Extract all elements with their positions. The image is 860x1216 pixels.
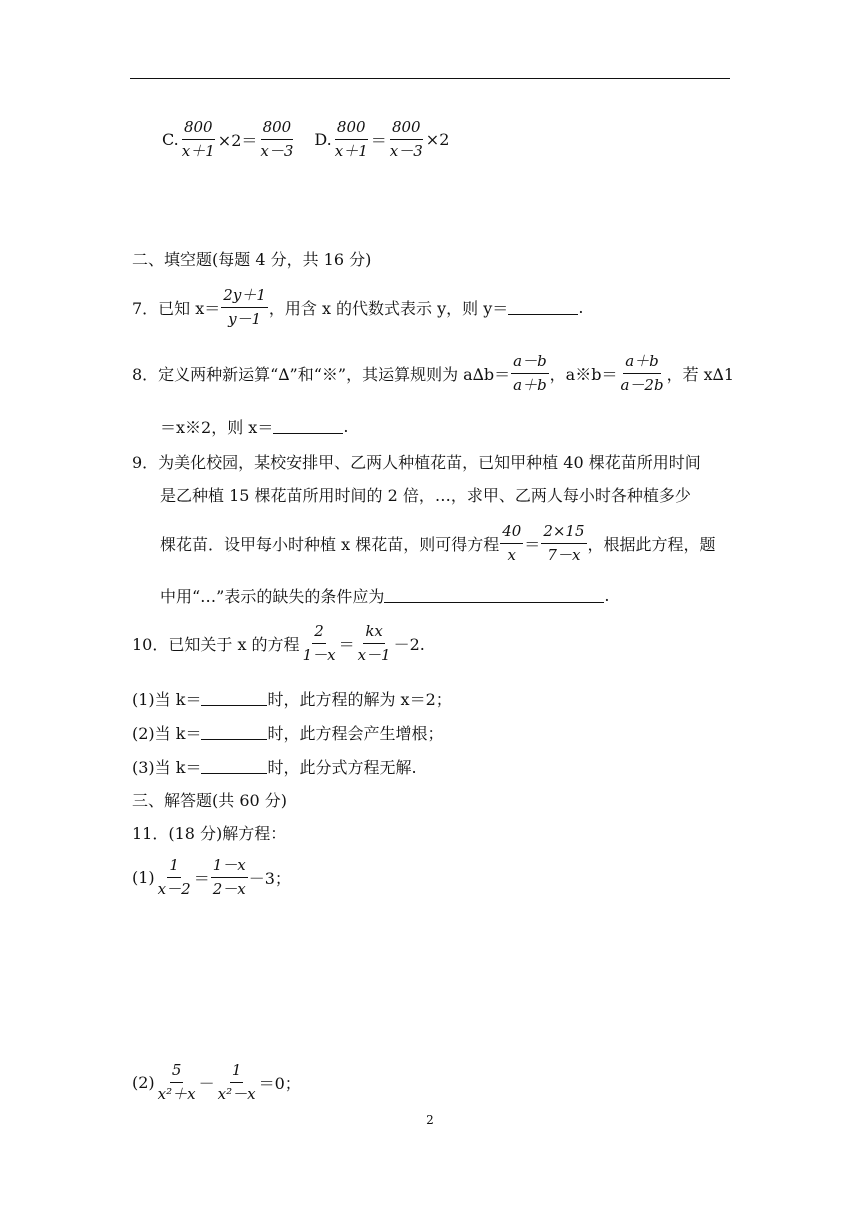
fraction xyxy=(211,856,248,899)
question-text: 时，此分式方程无解. xyxy=(267,758,417,777)
fraction xyxy=(301,622,338,665)
denominator: 1－x xyxy=(302,645,336,664)
denominator: y－1 xyxy=(228,309,262,328)
question-text: (2)当 k＝ xyxy=(132,724,202,743)
question-text: 棵花苗．设甲每小时种植 x 棵花苗，则可得方程 xyxy=(160,534,500,554)
question-text: ＝x※2，则 x＝ xyxy=(160,418,274,437)
numerator: a－b xyxy=(511,352,549,374)
fraction xyxy=(180,118,217,161)
question-9-line1: 9．为美化校园，某校安排甲、乙两人种植花苗，已知甲种植 40 棵花苗所用时间 xyxy=(132,453,701,472)
operator: ×2 xyxy=(425,129,450,149)
fraction xyxy=(216,1061,258,1104)
denominator: a－2b xyxy=(620,375,664,394)
question-10 xyxy=(132,622,425,665)
answer-blank[interactable] xyxy=(201,759,267,774)
question-text: (1)当 k＝ xyxy=(132,690,202,709)
question-text: 时，此方程会产生增根； xyxy=(267,724,444,743)
numerator: 2y＋1 xyxy=(221,286,268,308)
question-text: ，a※b＝ xyxy=(549,364,618,384)
denominator: x－2 xyxy=(157,879,191,898)
numerator: 800 xyxy=(390,118,423,140)
denominator: x＋1 xyxy=(181,141,215,160)
question-11-part2 xyxy=(132,1061,301,1104)
question-text: ，若 x∆1 xyxy=(666,364,735,384)
option-line xyxy=(162,118,449,161)
question-8-line2 xyxy=(160,415,348,438)
section-heading-fill: 二、填空题(每题 4 分，共 16 分) xyxy=(132,250,372,269)
numerator: 2×15 xyxy=(541,522,586,544)
question-text: 中用“…”表示的缺失的条件应为 xyxy=(160,587,385,606)
operator: ＝ xyxy=(524,534,541,554)
fraction xyxy=(258,118,295,161)
question-text: ，根据此方程，题 xyxy=(587,534,716,554)
fraction xyxy=(388,118,425,161)
question-11-title: 11．(18 分)解方程： xyxy=(132,824,287,843)
section-heading-solve: 三、解答题(共 60 分) xyxy=(132,791,288,810)
operator: ＝ xyxy=(370,130,387,150)
operator: ＝ xyxy=(193,868,210,888)
answer-blank[interactable] xyxy=(201,725,267,740)
numerator: 1 xyxy=(230,1061,244,1083)
fraction xyxy=(333,118,370,161)
question-9-line2: 是乙种植 15 棵花苗所用时间的 2 倍，…，求甲、乙两人每小时各种植多少 xyxy=(160,486,691,505)
numerator: 40 xyxy=(500,522,523,544)
operator: － xyxy=(198,1073,215,1093)
question-10-part1 xyxy=(132,687,452,710)
fraction xyxy=(156,1061,198,1104)
numerator: 5 xyxy=(170,1061,184,1083)
header-rule xyxy=(130,78,730,79)
denominator: x－1 xyxy=(357,645,391,664)
question-9-line4 xyxy=(160,584,609,607)
question-text: －3； xyxy=(248,868,291,888)
numerator: 2 xyxy=(312,622,326,644)
question-text: ＝0； xyxy=(258,1073,301,1093)
denominator: x²＋x xyxy=(157,1084,196,1103)
question-text: －2. xyxy=(393,634,425,654)
fraction xyxy=(511,352,549,395)
numerator: kx xyxy=(363,622,385,644)
part-label: (2) xyxy=(132,1072,155,1092)
fraction xyxy=(356,622,393,665)
denominator: x xyxy=(507,545,516,564)
denominator: x＋1 xyxy=(334,141,368,160)
question-9-line3 xyxy=(160,522,716,565)
option-d-label: D. xyxy=(314,129,332,149)
question-text: ，用含 x 的代数式表示 y，则 y＝ xyxy=(268,298,509,318)
numerator: a＋b xyxy=(623,352,661,374)
question-10-part2 xyxy=(132,721,443,744)
question-11-part1 xyxy=(132,856,291,899)
question-text: 8．定义两种新运算“∆”和“※”，其运算规则为 a∆b＝ xyxy=(132,364,511,384)
denominator: x－3 xyxy=(389,141,423,160)
question-text: 时，此方程的解为 x＝2； xyxy=(267,690,452,709)
question-text: . xyxy=(343,417,349,436)
numerator: 800 xyxy=(335,118,368,140)
question-text: 7．已知 x＝ xyxy=(132,298,221,318)
answer-blank[interactable] xyxy=(201,691,267,706)
question-text: (3)当 k＝ xyxy=(132,758,202,777)
operator: ＝ xyxy=(338,634,355,654)
operator: ×2＝ xyxy=(217,130,258,150)
answer-blank[interactable] xyxy=(384,588,604,603)
numerator: 1－x xyxy=(211,856,248,878)
numerator: 800 xyxy=(261,118,294,140)
fraction xyxy=(156,856,193,899)
fraction xyxy=(221,286,268,329)
page-number: 2 xyxy=(426,1113,434,1127)
question-10-part3 xyxy=(132,755,417,778)
answer-blank[interactable] xyxy=(273,419,343,434)
question-text: . xyxy=(578,297,584,317)
denominator: x²－x xyxy=(217,1084,256,1103)
fraction xyxy=(541,522,586,565)
question-7 xyxy=(132,286,583,329)
part-label: (1) xyxy=(132,867,155,887)
denominator: 2－x xyxy=(212,879,246,898)
denominator: x－3 xyxy=(260,141,294,160)
numerator: 800 xyxy=(182,118,215,140)
numerator: 1 xyxy=(167,856,181,878)
question-text: 10．已知关于 x 的方程 xyxy=(132,634,300,654)
question-8 xyxy=(132,352,734,395)
answer-blank[interactable] xyxy=(508,300,578,315)
denominator: 7－x xyxy=(547,545,581,564)
fraction xyxy=(500,522,523,565)
fraction xyxy=(618,352,665,395)
denominator: a＋b xyxy=(513,375,547,394)
question-text: . xyxy=(604,586,610,605)
option-c-label: C. xyxy=(162,129,179,149)
